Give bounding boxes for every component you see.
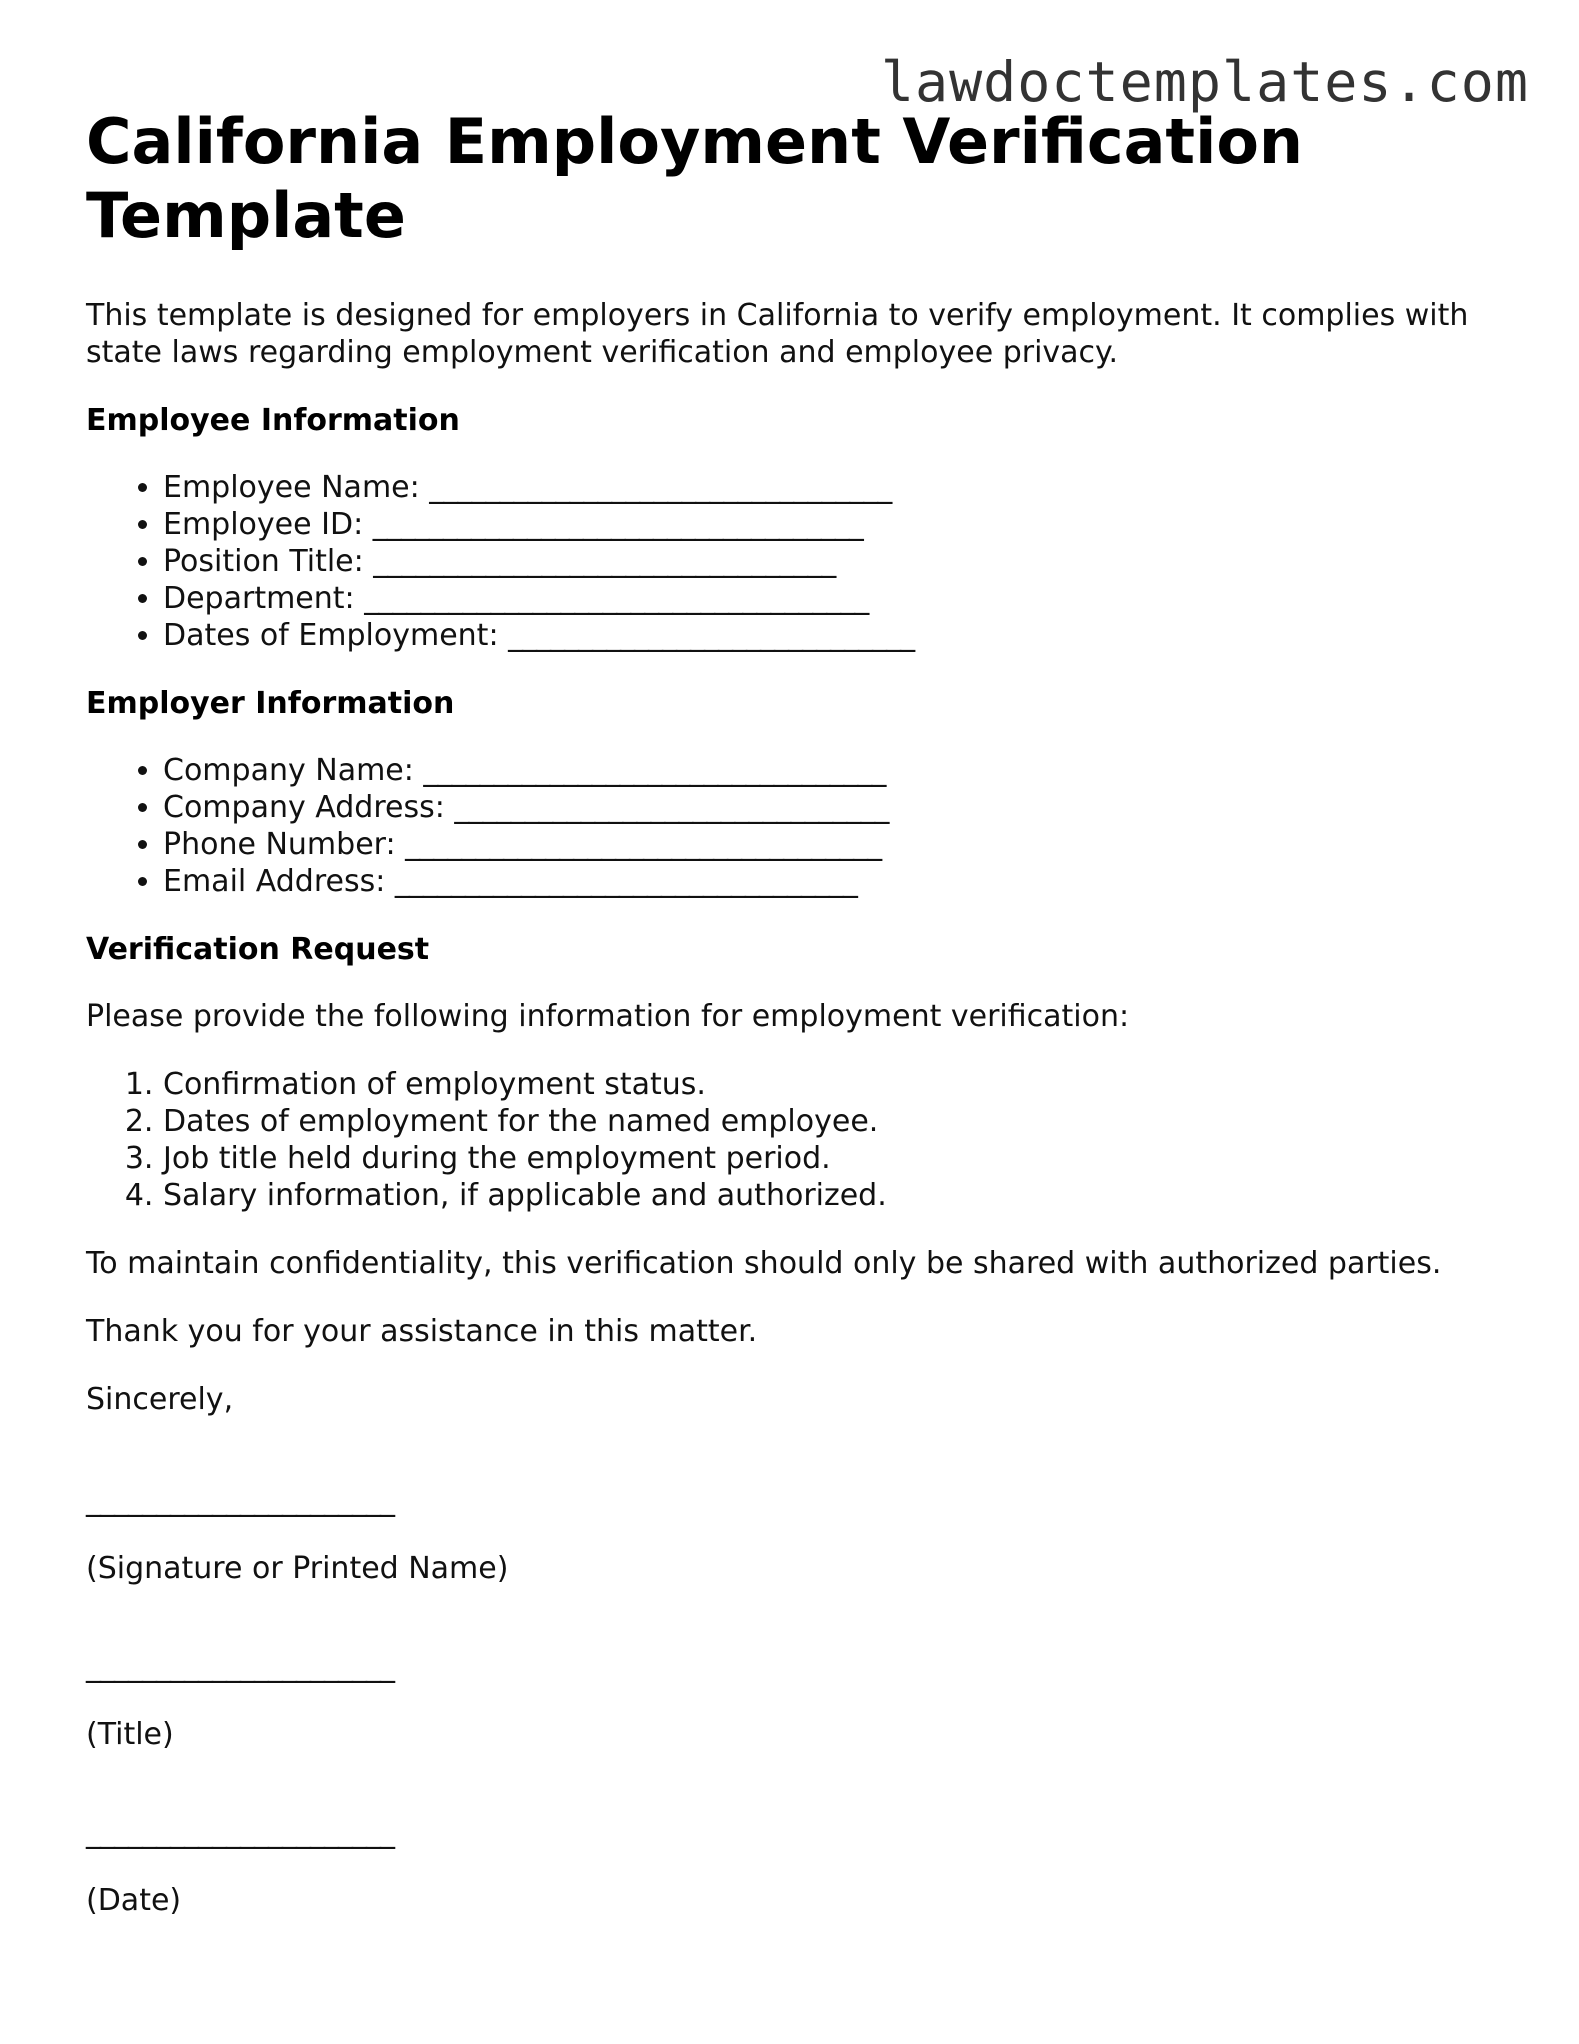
title-block — [86, 1648, 1506, 1753]
department-field — [163, 580, 1506, 617]
company-address-field — [163, 789, 1506, 826]
thank-you-line: Thank you for your assistance in this matter. — [86, 1314, 758, 1349]
email-address-field — [163, 863, 1506, 900]
field-label: Dates of Employment: — [163, 618, 499, 653]
date-caption: (Date) — [86, 1883, 182, 1918]
intro-paragraph: This template is designed for employers in California to verify employment. It complies with state laws regarding employment verification and employee privacy. — [86, 298, 1469, 370]
employee-information-heading: Employee Information — [86, 403, 460, 438]
title-caption: (Title) — [86, 1717, 174, 1752]
fill-in-blank: _________________________________ — [423, 753, 886, 788]
field-label: Company Name: — [163, 753, 414, 788]
field-label: Employee ID: — [163, 507, 364, 542]
fill-in-blank: _____________________________ — [508, 618, 915, 653]
verification-intro: Please provide the following information for employment verification: — [86, 999, 1130, 1034]
fill-in-blank: __________________________________ — [405, 827, 882, 862]
signature-block — [86, 1482, 1506, 1587]
document-title: California Employment Verification Template — [86, 105, 1304, 252]
company-name-field — [163, 752, 1506, 789]
confidentiality-note: To maintain confidentiality, this verification should only be shared with authorized parties. — [86, 1246, 1442, 1281]
title-line: ______________________ — [86, 1649, 394, 1684]
employee-information-list — [86, 469, 1506, 654]
field-label: Position Title: — [163, 544, 364, 579]
list-item: 1. Confirmation of employment status. — [163, 1066, 1506, 1103]
employee-name-field — [163, 469, 1506, 506]
verification-request-heading: Verification Request — [86, 932, 430, 967]
verification-items-list — [86, 1066, 1506, 1214]
fill-in-blank: ____________________________________ — [364, 581, 869, 616]
employer-information-list — [86, 752, 1506, 900]
fill-in-blank: _______________________________ — [454, 790, 889, 825]
fill-in-blank: _________________________________ — [394, 864, 857, 899]
closing-line: Sincerely, — [86, 1382, 234, 1417]
signature-caption: (Signature or Printed Name) — [86, 1551, 509, 1586]
employee-id-field — [163, 506, 1506, 543]
field-label: Phone Number: — [163, 827, 396, 862]
field-label: Employee Name: — [163, 470, 420, 505]
position-title-field — [163, 543, 1506, 580]
field-label: Department: — [163, 581, 355, 616]
employer-information-heading: Employer Information — [86, 686, 455, 721]
phone-number-field — [163, 826, 1506, 863]
list-item: 3. Job title held during the employment period. — [163, 1140, 1506, 1177]
signature-line: ______________________ — [86, 1483, 394, 1518]
dates-of-employment-field — [163, 617, 1506, 654]
document-page — [86, 105, 1506, 1950]
fill-in-blank: _________________________________ — [373, 544, 836, 579]
date-block — [86, 1814, 1506, 1919]
field-label: Company Address: — [163, 790, 445, 825]
list-item: 2. Dates of employment for the named employee. — [163, 1103, 1506, 1140]
date-line: ______________________ — [86, 1815, 394, 1850]
list-item: 4. Salary information, if applicable and authorized. — [163, 1177, 1506, 1214]
fill-in-blank: ___________________________________ — [372, 507, 863, 542]
watermark-site-name: lawdoctemplates.com — [880, 50, 1529, 114]
fill-in-blank: _________________________________ — [429, 470, 892, 505]
field-label: Email Address: — [163, 864, 386, 899]
